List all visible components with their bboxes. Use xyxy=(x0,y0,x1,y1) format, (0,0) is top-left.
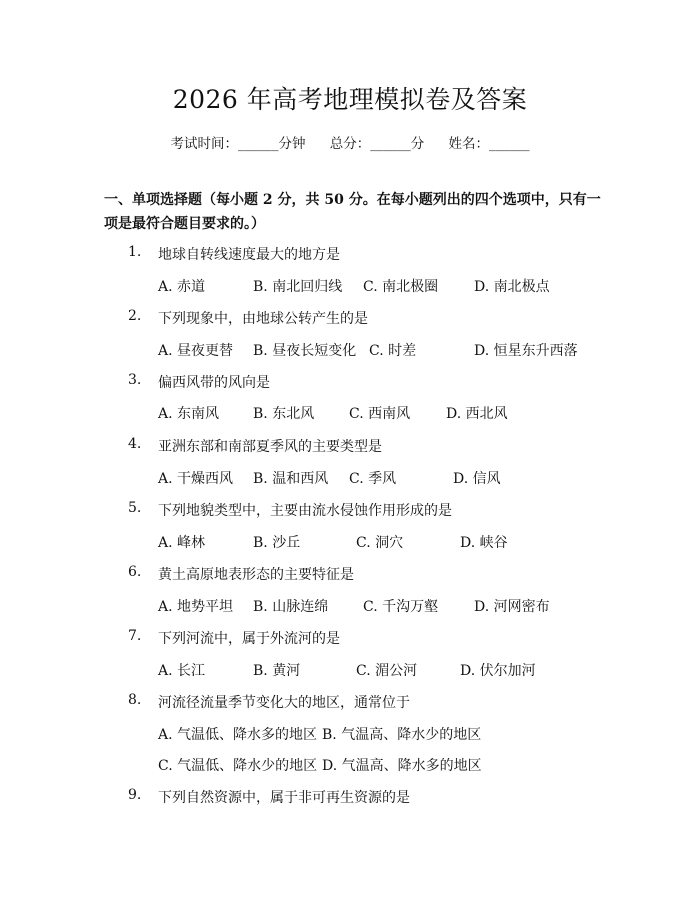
question-text: 下列现象中，由地球公转产生的是 xyxy=(158,311,368,327)
student-name-field: 姓名：______ xyxy=(448,136,530,152)
question-option: B. 沙丘 xyxy=(253,535,301,551)
question-text: 亚洲东部和南部夏季风的主要类型是 xyxy=(158,439,382,455)
question-option: D. 南北极点 xyxy=(474,279,550,295)
question-option: D. 信风 xyxy=(453,471,501,487)
question-option: A. 赤道 xyxy=(158,279,206,295)
question-option: A. 昼夜更替 xyxy=(158,343,234,359)
question-option: C. 湄公河 xyxy=(356,663,418,679)
question-option: D. 河网密布 xyxy=(474,599,550,615)
exam-meta xyxy=(0,132,700,152)
section-heading: 一、单项选择题（每小题 2 分，共 50 分。在每小题列出的四个选项中，只有一项是最符合题目要求的。） xyxy=(104,192,601,232)
question-option: C. 时差 xyxy=(369,343,417,359)
exam-time-field: 考试时间：______分钟 xyxy=(170,136,306,152)
question-number: 1. xyxy=(128,244,142,260)
question-option: A. 气温低、降水多的地区 xyxy=(158,727,318,743)
question-option: A. 峰林 xyxy=(158,535,206,551)
question-text: 下列自然资源中，属于非可再生资源的是 xyxy=(158,790,410,806)
question-option: C. 气温低、降水少的地区 xyxy=(158,758,318,774)
question-option: C. 千沟万壑 xyxy=(363,599,439,615)
question-option: B. 气温高、降水少的地区 xyxy=(322,727,482,743)
question-number: 3. xyxy=(128,372,142,388)
question-option: B. 南北回归线 xyxy=(253,279,343,295)
question-option: D. 峡谷 xyxy=(460,535,508,551)
question-option: D. 恒星东升西落 xyxy=(474,343,578,359)
question-number: 4. xyxy=(128,436,142,452)
question-option: C. 季风 xyxy=(349,471,397,487)
question-text: 黄土高原地表形态的主要特征是 xyxy=(158,567,354,583)
question-text: 下列地貌类型中，主要由流水侵蚀作用形成的是 xyxy=(158,503,452,519)
question-number: 8. xyxy=(128,692,142,708)
question-option: B. 黄河 xyxy=(253,663,301,679)
question-option: B. 昼夜长短变化 xyxy=(253,343,357,359)
question-option: C. 南北极圈 xyxy=(363,279,439,295)
question-text: 地球自转线速度最大的地方是 xyxy=(158,247,340,263)
question-option: C. 西南风 xyxy=(349,406,411,422)
question-option: D. 气温高、降水多的地区 xyxy=(322,758,482,774)
question-option: B. 东北风 xyxy=(253,406,315,422)
question-option: A. 地势平坦 xyxy=(158,599,234,615)
question-number: 6. xyxy=(128,564,142,580)
question-option: D. 伏尔加河 xyxy=(460,663,536,679)
question-text: 偏西风带的风向是 xyxy=(158,375,270,391)
question-option: A. 干燥西风 xyxy=(158,471,234,487)
question-number: 7. xyxy=(128,628,142,644)
question-option: A. 东南风 xyxy=(158,406,220,422)
total-score-field: 总分：______分 xyxy=(329,136,425,152)
question-option: C. 洞穴 xyxy=(356,535,404,551)
question-text: 下列河流中，属于外流河的是 xyxy=(158,631,340,647)
question-number: 9. xyxy=(128,787,142,803)
question-option: B. 山脉连绵 xyxy=(253,599,329,615)
question-number: 2. xyxy=(128,308,142,324)
question-number: 5. xyxy=(128,500,142,516)
question-text: 河流径流量季节变化大的地区，通常位于 xyxy=(158,695,410,711)
page-title: 2026 年高考地理模拟卷及答案 xyxy=(172,85,528,114)
question-option: A. 长江 xyxy=(158,663,206,679)
question-option: D. 西北风 xyxy=(446,406,508,422)
question-option: B. 温和西风 xyxy=(253,471,329,487)
